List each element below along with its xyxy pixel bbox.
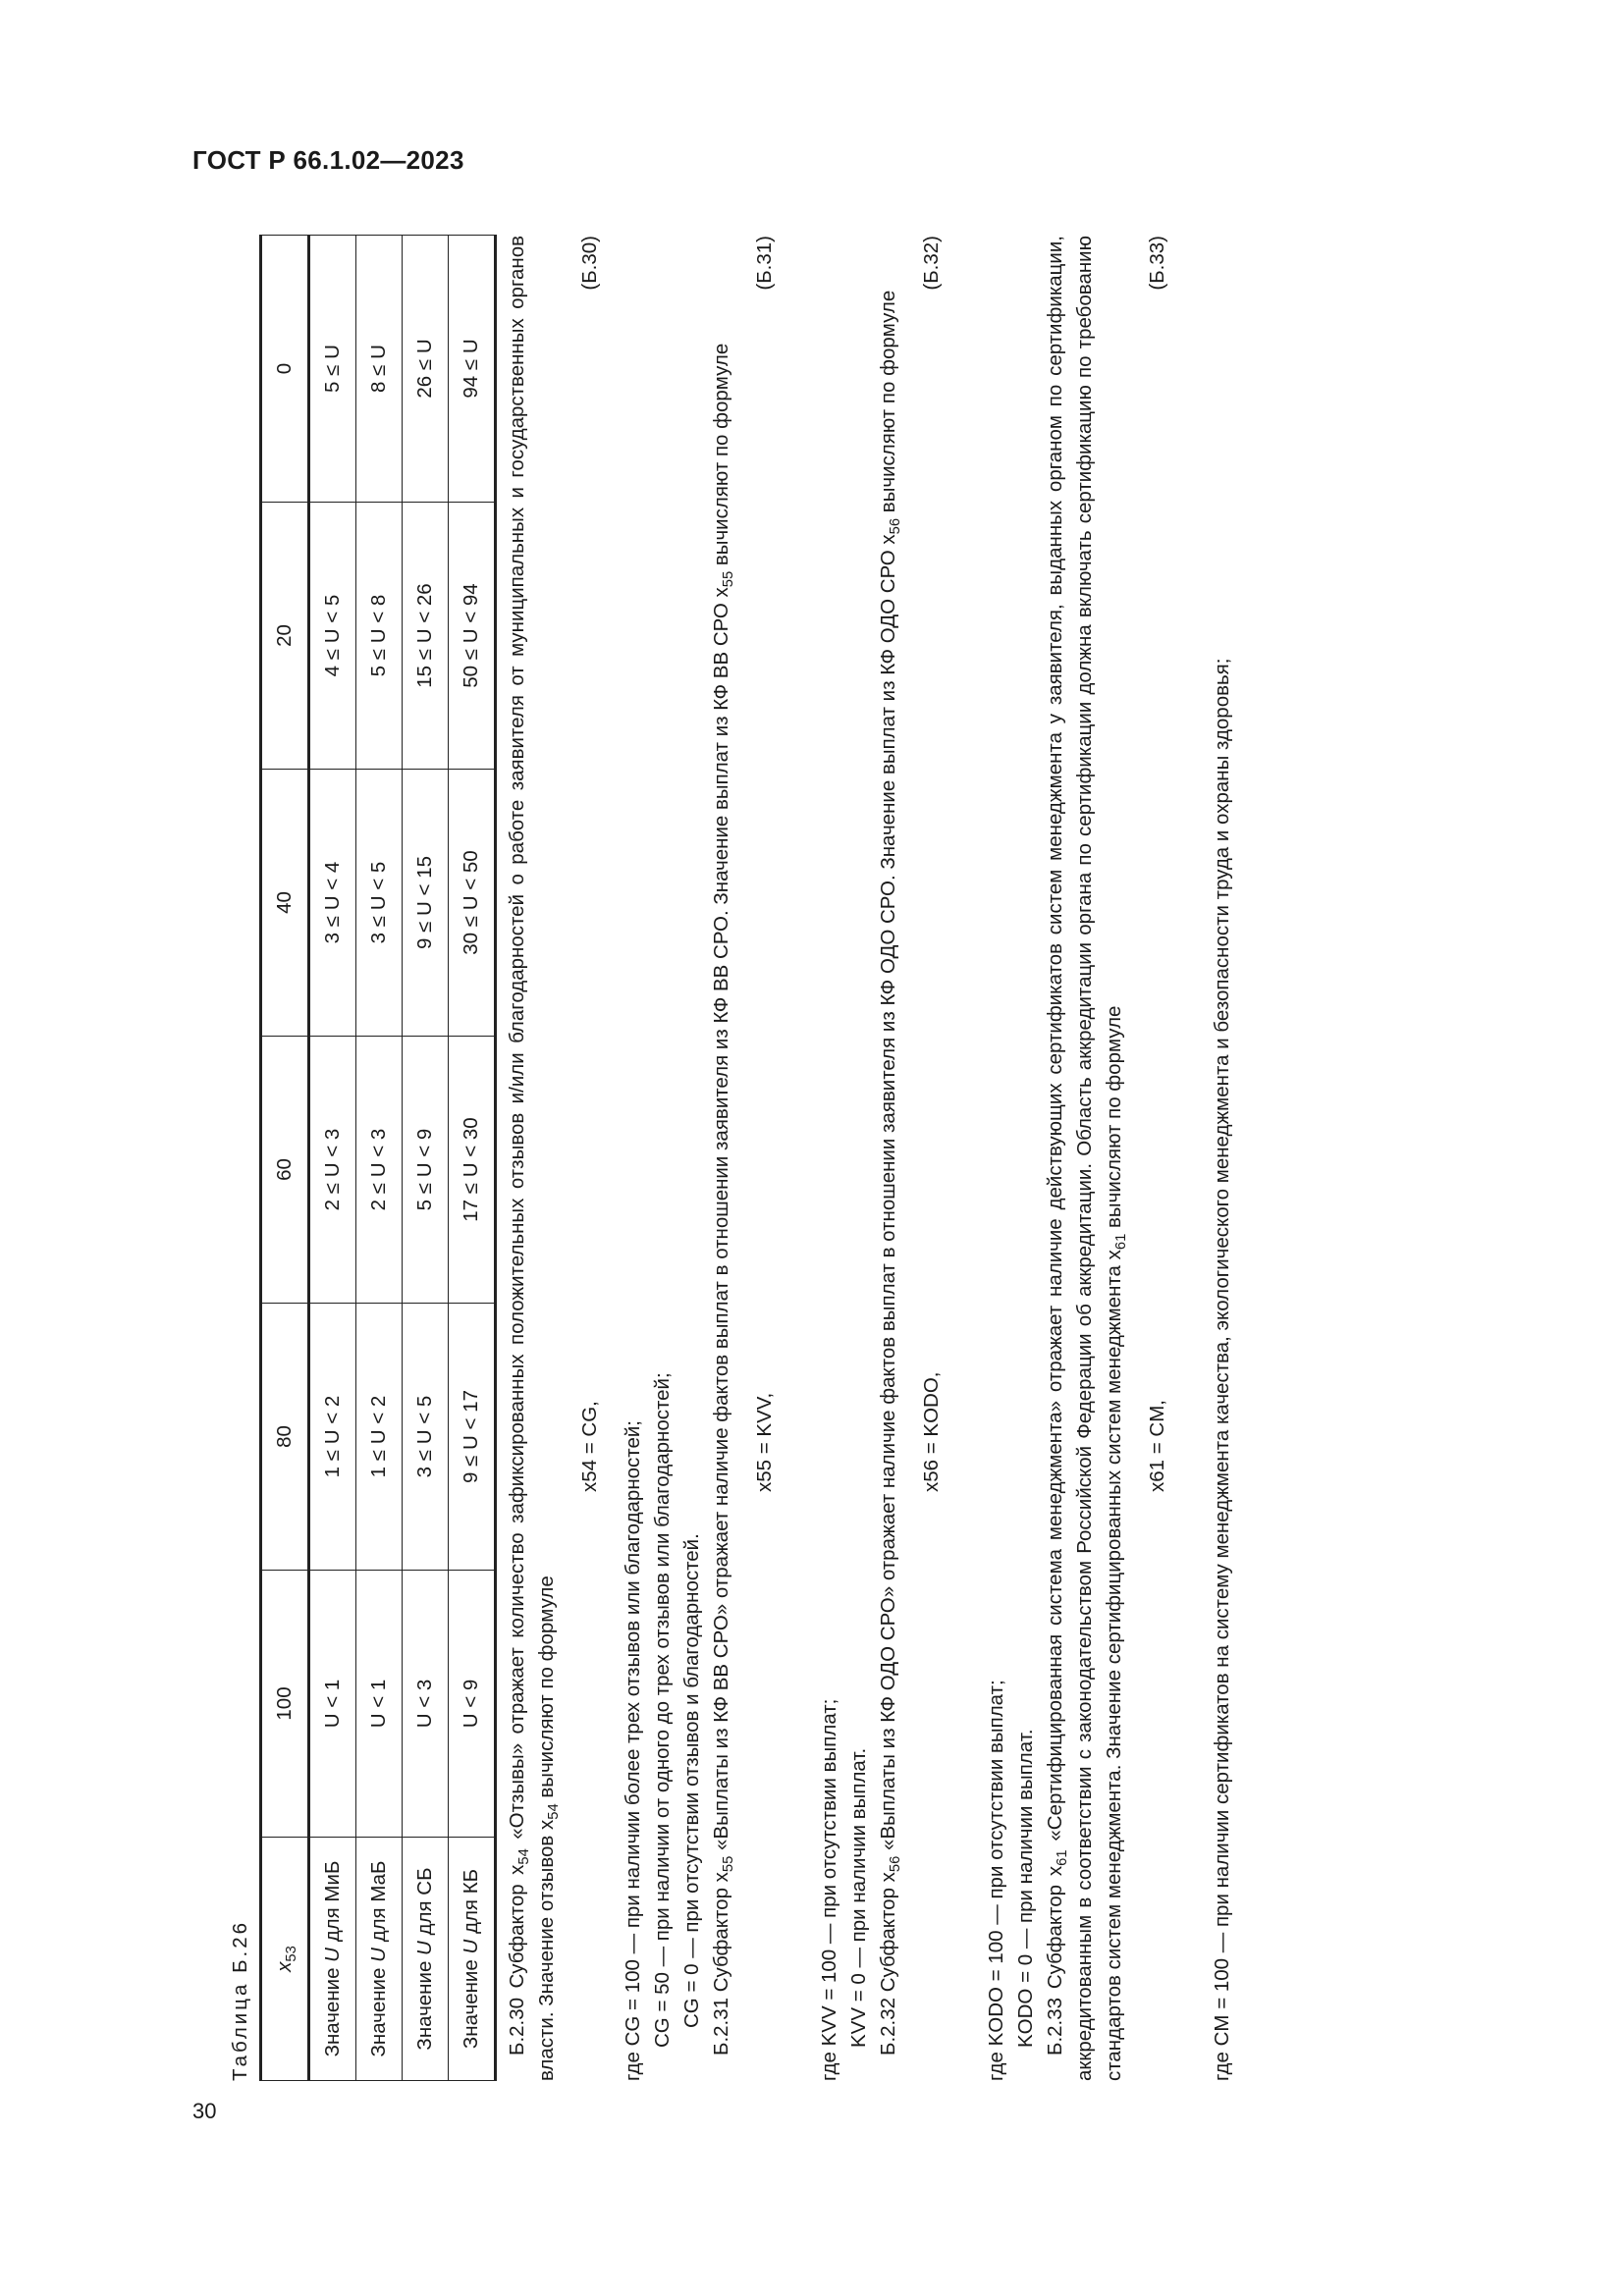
x-symbol: x <box>273 1961 296 1972</box>
formula-expression: x55 = KVV, <box>753 1392 776 1492</box>
table-header-cell: 20 <box>261 503 309 770</box>
paragraph-b233 <box>1041 236 1129 2081</box>
rotated-page-content <box>226 236 1443 2081</box>
table-cell: 4 ≤ U < 5 <box>309 503 356 770</box>
paragraph-b232 <box>874 236 903 2081</box>
subscript: 61 <box>1055 1849 1071 1866</box>
text-run: вычисляют по формуле <box>535 1575 558 1804</box>
text-run: «Отзывы» отражает количество зафиксированных положительных отзывов и/или благодарностей о работе заявителя от муниципальных и государственных органов власти. Значение отзывов x <box>506 236 558 2081</box>
table-cell: 5 ≤ U <box>309 236 356 503</box>
table-cell: 3 ≤ U < 5 <box>356 770 403 1037</box>
row-label-var: U <box>367 1948 390 1962</box>
row-label-prefix: Значение <box>460 1953 482 2050</box>
body-text <box>503 236 1237 2081</box>
subscript: 56 <box>888 1855 904 1873</box>
table-header-cell: 0 <box>261 236 309 503</box>
table-row <box>449 236 496 2081</box>
where-item: CG = 50 — при наличии от одного до трех отзывов или благодарностей; <box>651 1372 674 2048</box>
where-item: CG = 0 — при отсутствии отзывов и благодарностей. <box>680 1533 703 2028</box>
formula-number: (Б.30) <box>578 236 601 291</box>
x-subscript: 53 <box>284 1946 300 1962</box>
table-header-cell: 60 <box>261 1037 309 1304</box>
text-run: «Выплаты из КФ ВВ СРО» отражает наличие фактов выплат в отношении заявителя из КФ ВВ СРО. Значение выплат из КФ ВВ СРО x <box>710 587 732 1856</box>
text-run: Б.2.32 Субфактор x <box>877 1872 899 2056</box>
table-cell: 9 ≤ U < 15 <box>403 770 449 1037</box>
table-cell: 5 ≤ U < 8 <box>356 503 403 770</box>
table-cell: 2 ≤ U < 3 <box>356 1037 403 1304</box>
where-clause: где CG = 100 — при наличии более трех отзывов или благодарностей; <box>622 1419 644 2081</box>
subscript: 54 <box>516 1848 533 1865</box>
subscript: 56 <box>888 517 904 535</box>
formula-b31 <box>736 236 793 2081</box>
row-label <box>356 1838 403 2081</box>
text-run: вычисляют по формуле <box>877 290 899 518</box>
table-cell: 15 ≤ U < 26 <box>403 503 449 770</box>
table-cell: U < 9 <box>449 1571 496 1838</box>
paragraph-b231 <box>707 236 736 2081</box>
row-label <box>309 1838 356 2081</box>
document-header-title: ГОСТ Р 66.1.02—2023 <box>192 145 464 175</box>
table-header-x53 <box>261 1838 309 2081</box>
table-cell: U < 1 <box>356 1571 403 1838</box>
table-cell: U < 1 <box>309 1571 356 1838</box>
table-cell: 5 ≤ U < 9 <box>403 1037 449 1304</box>
formula-expression: x61 = CM, <box>1146 1400 1168 1492</box>
table-header-row <box>261 236 309 2081</box>
table-cell: 26 ≤ U <box>403 236 449 503</box>
table-cell: 50 ≤ U < 94 <box>449 503 496 770</box>
formula-expression: x56 = KODO, <box>920 1371 943 1492</box>
table-cell: U < 3 <box>403 1571 449 1838</box>
text-run: Б.2.33 Субфактор x <box>1044 1865 1066 2056</box>
text-run: «Выплаты из КФ ОДО СРО» отражает наличие фактов выплат в отношении заявителя из КФ ОДО СРО. Значение выплат из КФ ОДО СРО x <box>877 534 899 1856</box>
table-cell: 9 ≤ U < 17 <box>449 1304 496 1571</box>
formula-number: (Б.32) <box>920 236 943 291</box>
table-header-cell: 100 <box>261 1571 309 1838</box>
where-item: KVV = 0 — при наличии выплат. <box>847 1747 870 2048</box>
table-cell: 3 ≤ U < 5 <box>403 1304 449 1571</box>
table-row <box>309 236 356 2081</box>
table-cell: 3 ≤ U < 4 <box>309 770 356 1037</box>
subscript: 55 <box>721 570 737 588</box>
row-label-var: U <box>413 1941 436 1955</box>
where-clause: где KODO = 100 — при отсутствии выплат; <box>985 1680 1007 2081</box>
formula-b30 <box>562 236 619 2081</box>
where-item: KODO = 0 — при наличии выплат. <box>1014 1729 1037 2048</box>
text-run: вычисляют по формуле <box>1103 1005 1125 1234</box>
subscript: 61 <box>1113 1233 1130 1251</box>
table-header-cell: 80 <box>261 1304 309 1571</box>
formula-number: (Б.31) <box>753 236 776 291</box>
row-label-var: U <box>321 1948 344 1962</box>
table-cell: 1 ≤ U < 2 <box>309 1304 356 1571</box>
row-label-suffix: для МиБ <box>321 1860 344 1948</box>
table-header-cell: 40 <box>261 770 309 1037</box>
table-cell: 94 ≤ U <box>449 236 496 503</box>
row-label-var: U <box>460 1939 482 1954</box>
where-clause: где CM = 100 — при наличии сертификатов на систему менеджмента качества, экологического менеджмента и безопасности труда и охраны здоровья; <box>1211 658 1233 2081</box>
subscript: 55 <box>721 1855 737 1873</box>
subscript: 54 <box>546 1803 563 1820</box>
table-cell: 8 ≤ U <box>356 236 403 503</box>
formula-b33 <box>1129 236 1186 2081</box>
table-b26 <box>259 235 497 2081</box>
table-row <box>403 236 449 2081</box>
text-run: Б.2.30 Субфактор x <box>506 1864 528 2056</box>
formula-number: (Б.33) <box>1146 236 1168 291</box>
table-cell: 30 ≤ U < 50 <box>449 770 496 1037</box>
table-cell: 1 ≤ U < 2 <box>356 1304 403 1571</box>
table-cell: 2 ≤ U < 3 <box>309 1037 356 1304</box>
row-label-suffix: для СБ <box>413 1867 436 1942</box>
row-label-prefix: Значение <box>367 1961 390 2057</box>
formula-b32 <box>903 236 960 2081</box>
page-number: 30 <box>192 2099 217 2123</box>
text-run: «Сертифицированная система менеджмента» отражает наличие действующих сертификатов систем менеджмента у заявителя, выданных органом по сертификации, аккредитованным в соответствии с законодательством Российской Федерации об аккредитации. Область аккредитации органа по сертификации должна включать сертификацию по требованию стандартов систем менеджмента. Значение сертифицированных систем менеджмента x <box>1044 236 1125 2081</box>
table-cell: 17 ≤ U < 30 <box>449 1037 496 1304</box>
row-label <box>449 1838 496 2081</box>
row-label-suffix: для КБ <box>460 1868 482 1940</box>
table-caption: Таблица Б.26 <box>229 1919 251 2081</box>
where-clause: где KVV = 100 — при отсутствии выплат; <box>818 1698 840 2081</box>
paragraph-b230 <box>503 236 562 2081</box>
row-label-prefix: Значение <box>321 1961 344 2057</box>
row-label <box>403 1838 449 2081</box>
row-label-suffix: для МаБ <box>367 1860 390 1949</box>
text-run: Б.2.31 Субфактор x <box>710 1872 732 2056</box>
table-row <box>356 236 403 2081</box>
text-run: вычисляют по формуле <box>710 343 732 571</box>
formula-expression: x54 = CG, <box>578 1401 601 1492</box>
row-label-prefix: Значение <box>413 1954 436 2051</box>
